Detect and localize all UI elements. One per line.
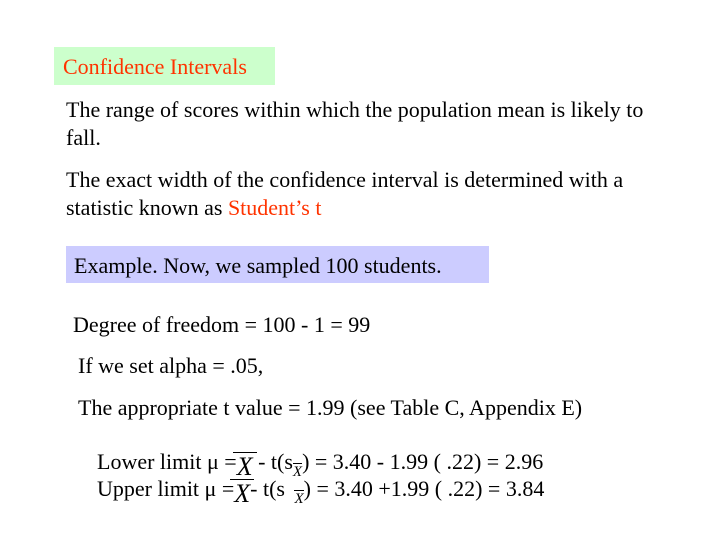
slide-title: Confidence Intervals bbox=[63, 54, 247, 79]
t-value-line: The appropriate t value = 1.99 (see Table C, Appendix E) bbox=[78, 395, 583, 420]
upper-sx-subscript: X bbox=[294, 491, 304, 507]
lower-limit-label: Lower limit bbox=[97, 449, 202, 474]
example-text: Example. Now, we sampled 100 students. bbox=[74, 253, 442, 278]
width-sentence bbox=[66, 166, 676, 222]
lower-sx-subscript: X bbox=[292, 464, 303, 480]
width-sentence-start: The exact width of the confidence interval is determined with a statistic known as bbox=[66, 167, 624, 220]
upper-x-bar: X bbox=[234, 479, 251, 508]
degrees-of-freedom-line: Degree of freedom = 100 - 1 = 99 bbox=[73, 312, 371, 337]
upper-mu: μ = bbox=[204, 476, 235, 501]
students-t-highlight: Student’s t bbox=[227, 195, 322, 220]
alpha-line: If we set alpha = .05, bbox=[78, 353, 264, 378]
upper-result: ) = 3.40 +1.99 ( .22) = 3.84 bbox=[303, 476, 545, 501]
lower-result: ) = 3.40 - 1.99 ( .22) = 2.96 bbox=[302, 449, 544, 474]
lower-x-bar: X bbox=[236, 452, 253, 481]
definition-text: The range of scores within which the population mean is likely to fall. bbox=[66, 97, 644, 150]
upper-minus-t: - t(s bbox=[250, 476, 285, 501]
lower-minus-t: - t(s bbox=[258, 449, 293, 474]
upper-limit-formula bbox=[97, 476, 544, 506]
lower-limit-formula bbox=[97, 449, 543, 479]
lower-mu: μ = bbox=[206, 449, 237, 474]
upper-limit-label: Upper limit bbox=[97, 476, 200, 501]
